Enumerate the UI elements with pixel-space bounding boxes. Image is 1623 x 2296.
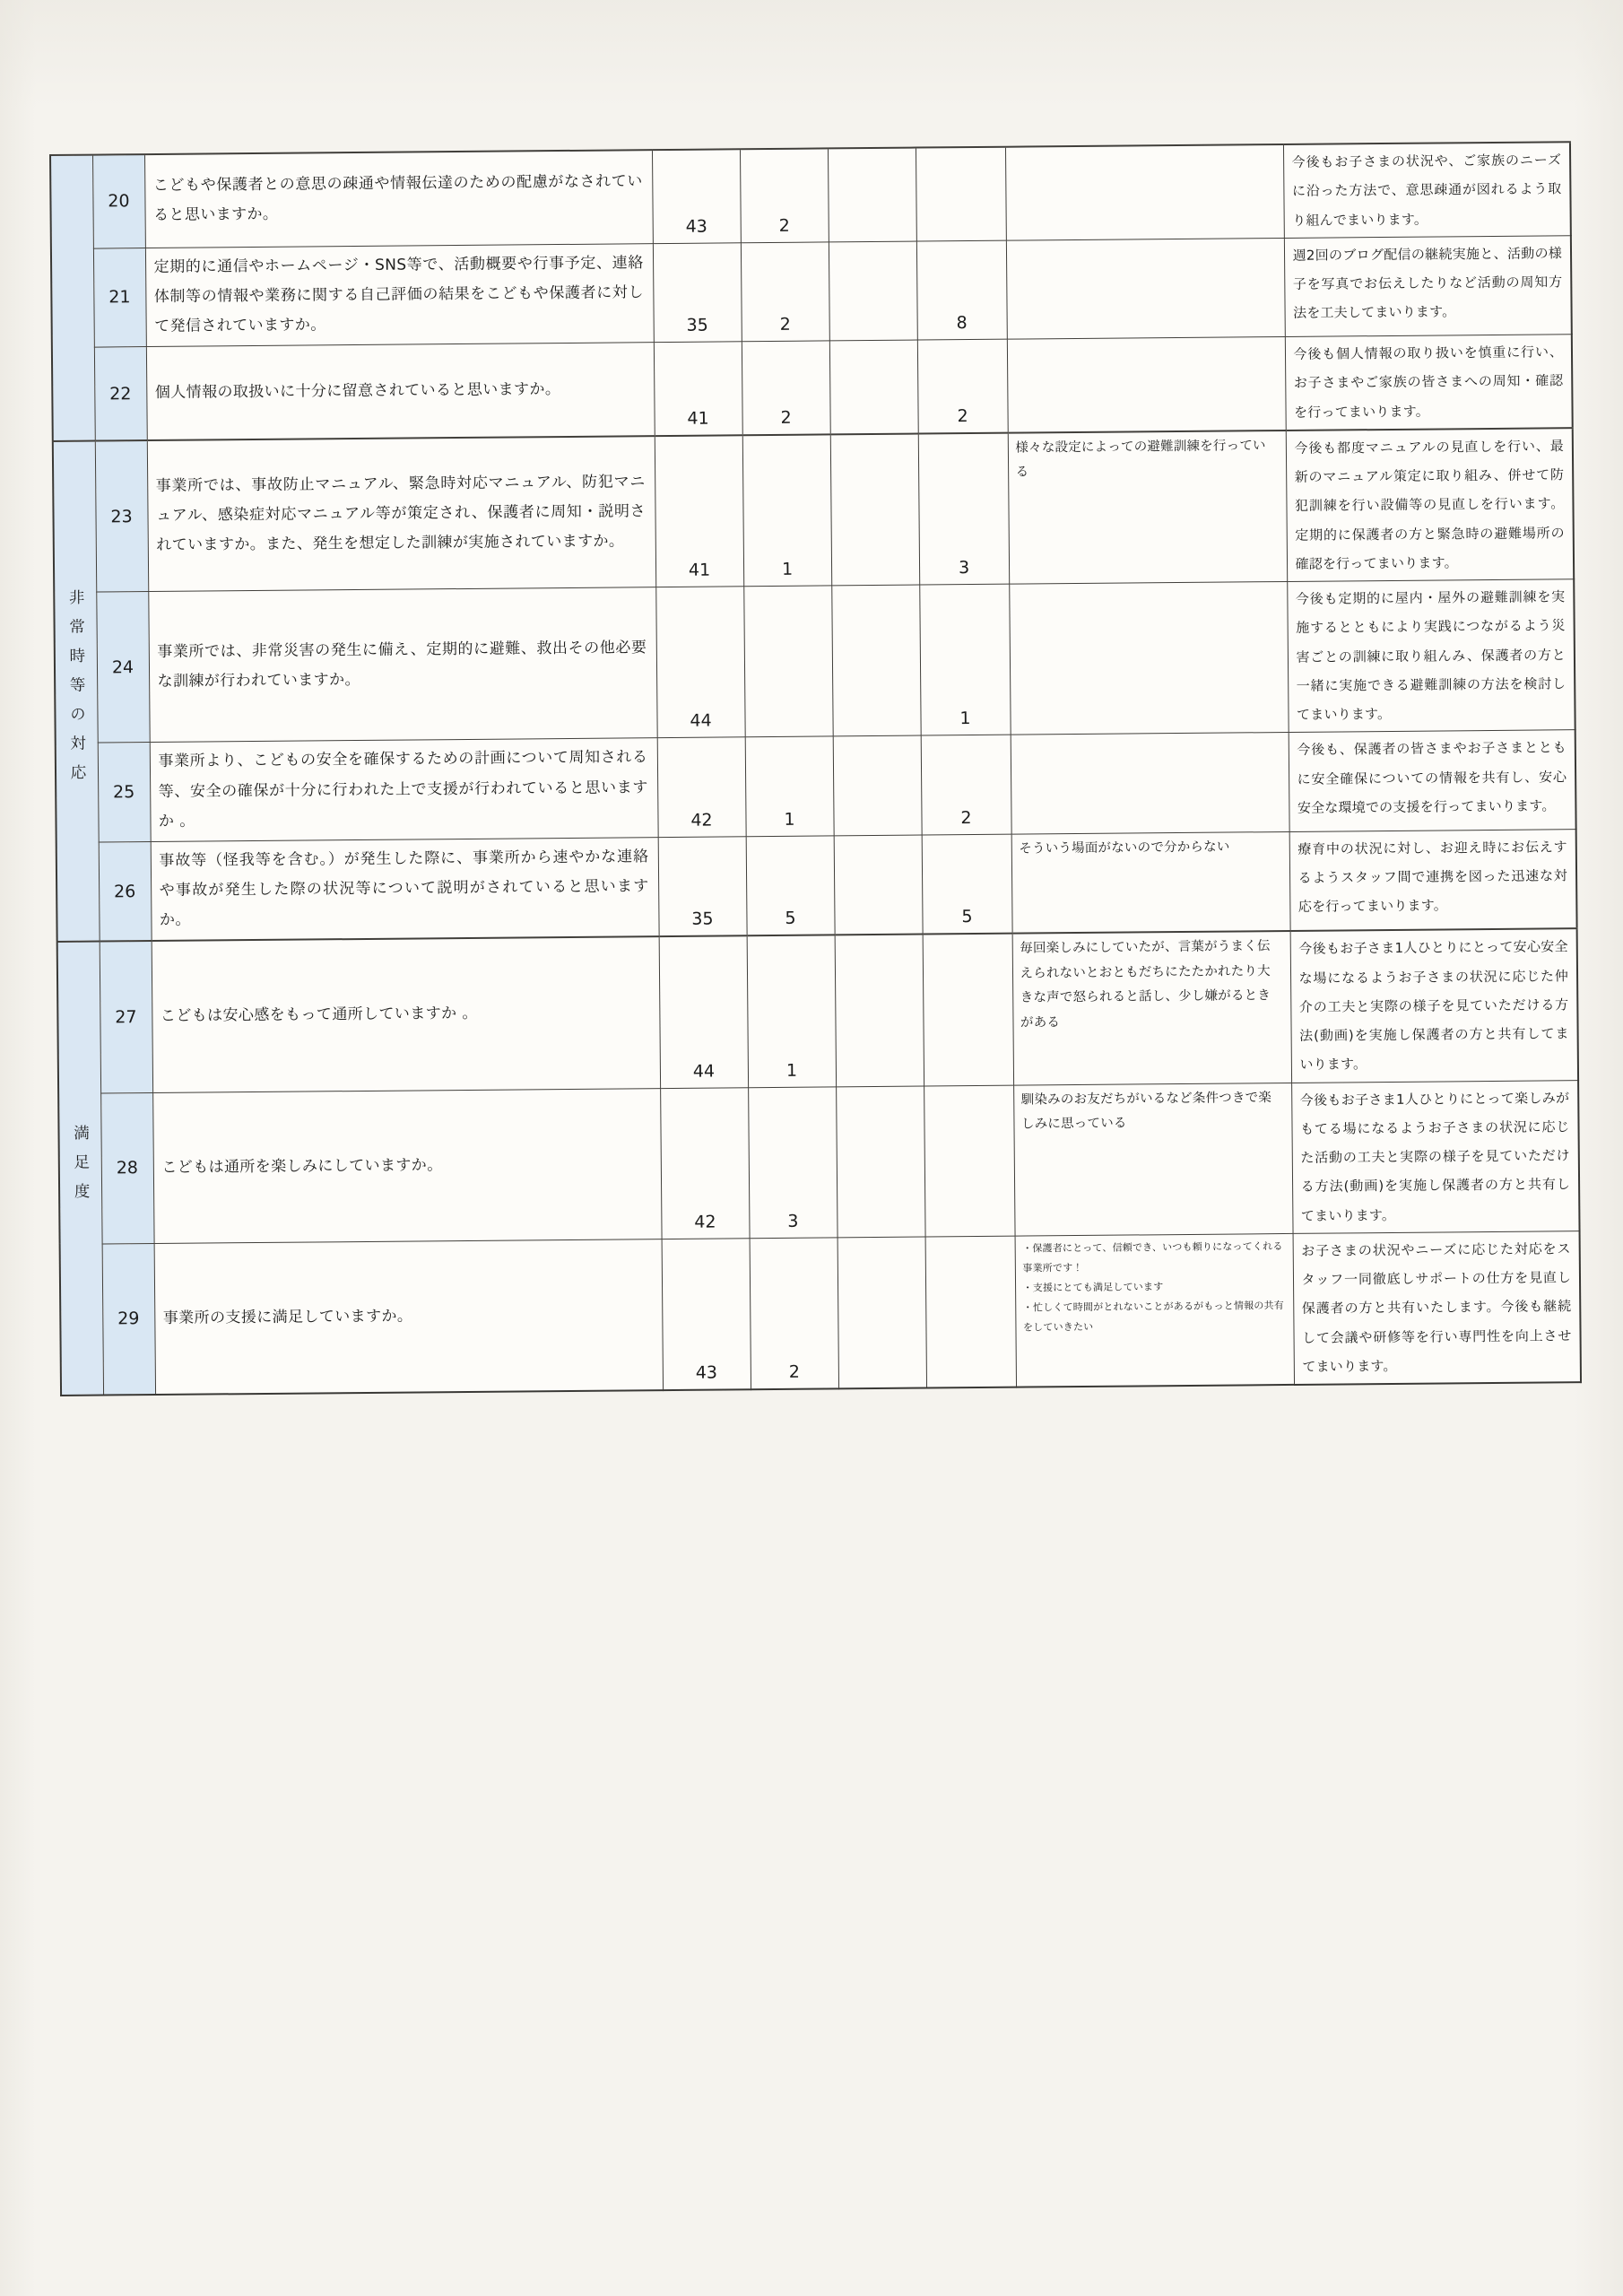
question-cell xyxy=(144,150,653,248)
response-count-cell-3 xyxy=(836,1086,924,1238)
section-label: 満足度 xyxy=(71,1125,91,1213)
improvement-plan-text: 今後もお子さま1人ひとりにとって安心安全な場になるようお子さまの状況に応じた仲介の工夫と実際の様子を見ていただける方法(動画)を実施し保護者の方と共有してまいります。 xyxy=(1298,938,1569,1074)
comment-cell xyxy=(1011,733,1289,834)
improvement-plan-text: 今後もお子さまの状況や、ご家族のニーズに沿った方法で、意思疎通が図れるよう取り組んでまいります。 xyxy=(1291,152,1562,229)
response-count-cell-3 xyxy=(835,935,924,1087)
response-count-cell-4: 2 xyxy=(921,735,1011,835)
comment-text: ・保護者にとって、信頼でき、いつも頼りになってくれる事業所です！ ・支援にとても満足しています ・忙しくて時間がとれないことがあるがもっと情報の共有をしていきたい xyxy=(1022,1239,1285,1334)
table-row xyxy=(57,928,1578,1093)
response-count-cell-2: 2 xyxy=(740,148,829,242)
question-cell xyxy=(152,936,660,1092)
improvement-plan-text: 週2回のブログ配信の継続実施と、活動の様子を写真でお伝えしたりなど活動の周知方法を工夫してまいります。 xyxy=(1292,245,1563,322)
section-label-cell xyxy=(57,942,103,1396)
question-number: 25 xyxy=(113,782,135,803)
response-count-cell-4 xyxy=(925,1236,1016,1388)
comment-text xyxy=(1014,340,1277,343)
improvement-plan-text: 今後もお子さま1人ひとりにとって楽しみがもてる場になるようお子さまの状況に応じた活動の工夫と実際の様子を見ていただける方法(動画)を実施し保護者の方と共有してまいります。 xyxy=(1299,1089,1571,1224)
response-count-cell-4 xyxy=(916,147,1006,241)
question-cell xyxy=(152,1088,661,1243)
response-count-cell-3 xyxy=(828,148,916,242)
question-number: 23 xyxy=(110,506,133,526)
question-cell xyxy=(154,1239,663,1395)
response-count-cell-4 xyxy=(924,1085,1014,1237)
improvement-plan-cell xyxy=(1291,1080,1579,1233)
comment-cell xyxy=(1007,337,1286,433)
section-label: 非常時等の対応 xyxy=(66,589,87,794)
question-number-cell xyxy=(96,592,149,744)
question-text: 事業所より、こどもの安全を確保するための計画について周知される等、安全の確保が十分に行われた上で支援が行われていると思いますか 。 xyxy=(158,748,648,831)
comment-text xyxy=(1013,148,1276,151)
table-row xyxy=(52,335,1573,441)
response-count-cell-4: 5 xyxy=(922,834,1012,935)
question-number: 21 xyxy=(108,287,131,308)
comment-cell xyxy=(1012,931,1291,1084)
parent-survey-table xyxy=(49,141,1582,1396)
question-text: こどもは安心感をもって通所していますか 。 xyxy=(160,1004,478,1026)
table-row xyxy=(56,730,1576,842)
improvement-plan-text: 今後も都度マニュアルの見直しを行い、最新のマニュアル策定に取り組み、併せて防犯訓練を行い設備等の見直しを行います。定期的に保護者の方と緊急時の避難場所の確認を行ってまいります。 xyxy=(1294,438,1565,572)
question-number-cell xyxy=(93,248,146,347)
improvement-plan-text: お子さまの状況やニーズに応じた対応をスタッフ一同徹底しサポートの仕方を見直し保護者の方と共有いたします。今後も継続して会議や研修等を行い専門性を向上させてまいります。 xyxy=(1301,1240,1572,1375)
response-count-cell-2: 2 xyxy=(742,341,830,435)
response-count-cell-3 xyxy=(830,433,919,586)
question-number: 22 xyxy=(109,383,132,404)
question-number: 28 xyxy=(116,1158,139,1178)
table-row xyxy=(60,1231,1581,1396)
comment-cell xyxy=(1006,238,1285,339)
question-text: 事業所では、非常災害の発生に備え、定期的に避難、救出その他必要な訓練が行われていますか。 xyxy=(157,638,647,691)
survey-table-body xyxy=(50,142,1581,1396)
question-text: こどもや保護者との意思の疎通や情報伝達のための配慮がなされていると思いますか。 xyxy=(152,172,643,225)
question-number: 20 xyxy=(108,191,130,212)
improvement-plan-cell xyxy=(1290,928,1578,1083)
question-number: 27 xyxy=(115,1007,137,1028)
response-count-cell-1: 42 xyxy=(660,1087,749,1239)
improvement-plan-cell xyxy=(1289,730,1576,831)
response-count-cell-2: 2 xyxy=(741,242,829,342)
response-count-cell-3 xyxy=(829,241,917,341)
response-count-cell-1: 44 xyxy=(655,587,744,738)
section-label-cell xyxy=(53,440,100,942)
comment-text: そういう場面がないので分からない xyxy=(1019,839,1230,857)
response-count-cell-4: 1 xyxy=(919,584,1010,735)
question-number-cell xyxy=(94,347,147,441)
comment-text: 様々な設定によっての避難訓練を行っている xyxy=(1015,439,1266,481)
response-count-cell-3 xyxy=(829,340,918,434)
improvement-plan-cell xyxy=(1284,235,1572,336)
response-count-cell-1: 35 xyxy=(658,837,747,937)
question-cell xyxy=(150,738,658,841)
improvement-plan-text: 今後も、保護者の皆さまやお子さまとともに安全確保についての情報を共有し、安心安全な環境での支援を行ってまいります。 xyxy=(1297,739,1567,816)
question-number-cell xyxy=(92,154,145,248)
response-count-cell-1: 41 xyxy=(654,342,742,436)
improvement-plan-cell xyxy=(1293,1231,1581,1385)
table-row xyxy=(54,579,1575,744)
comment-cell xyxy=(1008,430,1287,584)
improvement-plan-cell xyxy=(1283,142,1571,238)
comment-text xyxy=(1018,735,1280,738)
question-text: 定期的に通信やホームページ・SNS等で、活動概要や行事予定、連絡体制等の情報や業務に関する自己評価の結果をこどもや保護者に対して発信されていますか。 xyxy=(153,253,644,336)
comment-text xyxy=(1013,241,1276,244)
response-count-cell-4: 2 xyxy=(917,339,1008,433)
question-text: 事業所では、事故防止マニュアル、緊急時対応マニュアル、防犯マニュアル、感染症対応マニュアル等が策定され、保護者に周知・説明されていますか。また、発生を想定した訓練が実施されていますか。 xyxy=(155,473,647,555)
response-count-cell-4: 3 xyxy=(918,433,1009,586)
response-count-cell-2: 2 xyxy=(750,1238,838,1390)
response-count-cell-3 xyxy=(833,735,922,835)
response-count-cell-1: 43 xyxy=(662,1238,751,1390)
improvement-plan-cell xyxy=(1286,428,1574,582)
comment-cell xyxy=(1011,831,1290,934)
question-cell xyxy=(147,436,655,592)
question-number: 26 xyxy=(113,881,136,901)
question-text: こどもは通所を楽しみにしていますか。 xyxy=(161,1155,443,1177)
comment-cell xyxy=(1013,1083,1292,1236)
response-count-cell-2: 5 xyxy=(746,836,835,936)
response-count-cell-4: 8 xyxy=(916,240,1007,340)
improvement-plan-text: 今後も個人情報の取り扱いを慎重に行い、お子さまやご家族の皆さまへの周知・確認を行ってまいります。 xyxy=(1293,344,1564,421)
question-cell xyxy=(145,243,654,346)
question-text: 事業所の支援に満足していますか。 xyxy=(162,1307,413,1327)
comment-text xyxy=(1017,585,1280,587)
comment-text: 毎回楽しみにしていたが、言葉がうまく伝えられないとおともだちにたたかれたり大きな声で怒られると話し、少し嫌がるときがある xyxy=(1020,939,1271,1031)
question-number-cell xyxy=(100,1092,153,1244)
comment-cell xyxy=(1009,582,1288,735)
response-count-cell-3 xyxy=(831,585,920,736)
comment-text: 馴染みのお友だちがいるなど条件つきで楽しみに思っている xyxy=(1020,1090,1272,1132)
question-cell xyxy=(146,343,655,440)
response-count-cell-2: 1 xyxy=(742,434,831,587)
improvement-plan-cell xyxy=(1289,830,1577,932)
survey-table-container xyxy=(49,141,1582,1396)
table-row xyxy=(56,830,1577,943)
response-count-cell-1: 43 xyxy=(652,149,741,243)
section-label-cell xyxy=(50,155,95,441)
response-count-cell-4 xyxy=(923,934,1013,1086)
question-cell xyxy=(151,837,659,941)
comment-cell xyxy=(1005,144,1284,240)
table-row xyxy=(53,428,1574,593)
question-number: 29 xyxy=(117,1309,140,1329)
improvement-plan-text: 今後も定期的に屋内・屋外の避難訓練を実施するとともにより実践につながるよう災害ごとの訓練に取り組んみ、保護者の方と一緒に実施できる避難訓練の方法を検討してまいります。 xyxy=(1295,588,1567,724)
question-number-cell xyxy=(98,743,151,842)
question-text: 個人情報の取扱いに十分に留意されていると思いますか。 xyxy=(154,380,561,402)
question-cell xyxy=(148,587,656,743)
improvement-plan-cell xyxy=(1287,579,1575,733)
response-count-cell-2: 3 xyxy=(748,1086,837,1238)
question-number-cell xyxy=(102,1243,155,1395)
question-text: 事故等（怪我等を含む。）が発生した際に、事業所から速やかな連絡や事故が発生した際の状況等について説明がされていると思いますか。 xyxy=(159,848,649,930)
question-number-cell xyxy=(95,440,148,592)
question-number-cell xyxy=(100,941,152,1092)
response-count-cell-1: 35 xyxy=(653,243,742,343)
question-number: 24 xyxy=(111,657,135,678)
response-count-cell-2 xyxy=(743,586,832,737)
comment-cell xyxy=(1015,1233,1294,1387)
improvement-plan-text: 療育中の状況に対し、お迎え時にお伝えするようスタッフ間で連携を図った迅速な対応を行ってまいります。 xyxy=(1298,839,1568,916)
question-number-cell xyxy=(99,841,152,941)
response-count-cell-2: 1 xyxy=(745,736,834,836)
response-count-cell-1: 41 xyxy=(655,435,743,587)
improvement-plan-cell xyxy=(1285,335,1573,430)
table-row xyxy=(51,235,1572,347)
table-row xyxy=(50,142,1571,248)
response-count-cell-1: 44 xyxy=(659,936,748,1089)
response-count-cell-3 xyxy=(834,835,923,935)
response-count-cell-1: 42 xyxy=(657,737,746,837)
response-count-cell-2: 1 xyxy=(747,935,836,1088)
response-count-cell-3 xyxy=(838,1237,926,1389)
table-row xyxy=(58,1080,1579,1244)
